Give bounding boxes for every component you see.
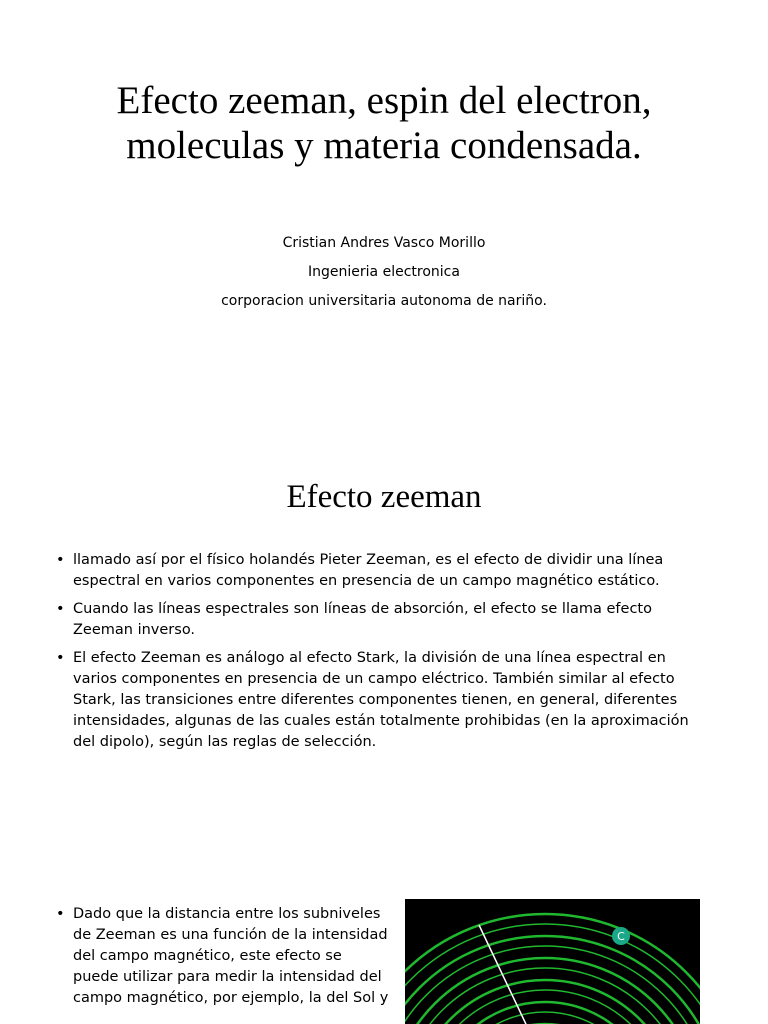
bullet-icon: • bbox=[56, 601, 65, 617]
bullet-item bbox=[56, 648, 706, 753]
interference-rings-graphic bbox=[405, 899, 700, 1024]
bullet-item bbox=[56, 904, 391, 1009]
bullet-text: El efecto Zeeman es análogo al efecto Stark, la división de una línea espectral en varios componentes en presencia de un campo eléctrico. También similar al efecto Stark, las transiciones entre diferentes componentes tienen, en general, diferentes intensidades, algunas de las cuales están totalmente prohibidas (en la aproximación del dipolo), según las reglas de selección. bbox=[73, 650, 689, 750]
slide-title: Efecto zeeman bbox=[286, 479, 482, 515]
author-name: Cristian Andres Vasco Morillo bbox=[282, 235, 486, 251]
bullet-item bbox=[56, 550, 706, 592]
bullet-text: Dado que la distancia entre los subniveles de Zeeman es una función de la intensidad del campo magnético, este efecto se puede utilizar para medir la intensidad del campo magnético, por ejemplo, la del Sol y bbox=[73, 906, 389, 1006]
bullet-list bbox=[56, 904, 391, 1009]
zeeman-rings-image bbox=[405, 899, 700, 1024]
bullet-list bbox=[56, 550, 706, 760]
bullet-text: llamado así por el físico holandés Pieter Zeeman, es el efecto de dividir una línea espectral en varios componentes en presencia de un campo magnético estático. bbox=[73, 552, 664, 589]
institution-name: corporacion universitaria autonoma de nariño. bbox=[221, 293, 547, 309]
presentation-title: Efecto zeeman, espin del electron, moleculas y materia condensada. bbox=[116, 79, 652, 167]
marker-label: C bbox=[617, 930, 625, 943]
bullet-icon: • bbox=[56, 650, 65, 666]
bullet-icon: • bbox=[56, 906, 65, 922]
zeeman-application-slide bbox=[0, 862, 768, 1024]
program-name: Ingenieria electronica bbox=[308, 264, 460, 280]
zeeman-effect-slide bbox=[0, 430, 768, 862]
bullet-text: Cuando las líneas espectrales son líneas de absorción, el efecto se llama efecto Zeeman inverso. bbox=[73, 601, 652, 638]
title-slide bbox=[0, 0, 768, 430]
bullet-item bbox=[56, 599, 706, 641]
subtitle-block bbox=[84, 229, 684, 316]
bullet-icon: • bbox=[56, 552, 65, 568]
